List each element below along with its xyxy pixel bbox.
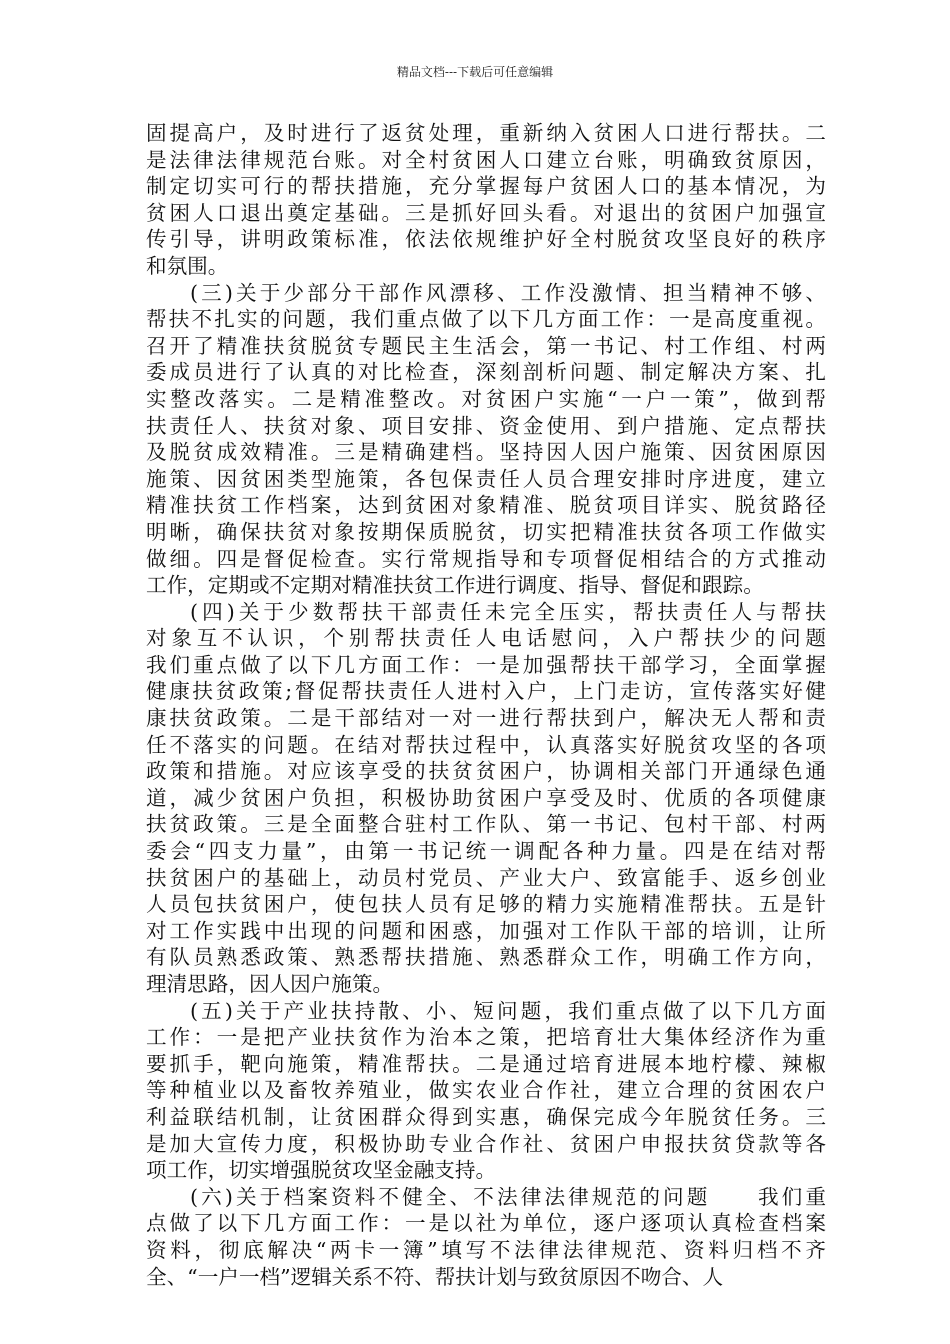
text-line: 等种植业以及畜牧养殖业，做实农业合作社，建立合理的贫困农户 xyxy=(146,1078,826,1103)
text-line: 资料，彻底解决“两卡一簿”填写不法律法律规范、资料归档不齐 xyxy=(146,1237,826,1262)
text-line: 任不落实的问题。在结对帮扶过程中，认真落实好脱贫攻坚的各项 xyxy=(146,732,826,757)
text-line: 我们重点做了以下几方面工作：一是加强帮扶干部学习，全面掌握 xyxy=(146,652,826,677)
paragraph xyxy=(146,120,826,280)
text-line: 委成员进行了认真的对比检查，深刻剖析问题、制定解决方案、扎 xyxy=(146,360,826,385)
text-line: 实整改落实。二是精准整改。对贫困户实施“一户一策”，做到帮 xyxy=(146,386,826,411)
text-line: 点做了以下几方面工作：一是以社为单位，逐户逐项认真检查档案 xyxy=(146,1211,826,1236)
text-line: 制定切实可行的帮扶措施，充分掌握每户贫困人口的基本情况，为 xyxy=(146,174,826,199)
text-line: 全、“一户一档”逻辑关系不符、帮扶计划与致贫原因不吻合、人 xyxy=(146,1264,724,1289)
text-line: 人员包扶贫困户，使包扶人员有足够的精力实施精准帮扶。五是针 xyxy=(146,892,826,917)
text-line: 理清思路，因人因户施策。 xyxy=(146,972,394,996)
text-line: 固提高户，及时进行了返贫处理，重新纳入贫困人口进行帮扶。二 xyxy=(146,121,826,145)
text-line: (五)关于产业扶持散、小、短问题，我们重点做了以下几方面 xyxy=(190,998,826,1023)
text-line: 是法律法律规范台账。对全村贫困人口建立台账，明确致贫原因， xyxy=(146,147,826,172)
text-line: (四)关于少数帮扶干部责任未完全压实，帮扶责任人与帮扶 xyxy=(190,599,826,624)
document-body xyxy=(146,120,826,1290)
text-line: 工作：一是把产业扶贫作为治本之策，把培育壮大集体经济作为重 xyxy=(146,1025,826,1050)
paragraph xyxy=(146,1184,826,1290)
text-line: 传引导，讲明政策标准，依法依规维护好全村脱贫攻坚良好的秩序 xyxy=(146,227,826,252)
text-line: 施策、因贫困类型施策，各包保责任人员合理安排时序进度，建立 xyxy=(146,466,826,491)
text-line: (六)关于档案资料不健全、不法律法律规范的问题 我们重 xyxy=(190,1184,826,1209)
text-line: 工作，定期或不定期对精准扶贫工作进行调度、指导、督促和跟踪。 xyxy=(146,573,764,598)
text-line: 召开了精准扶贫脱贫专题民主生活会，第一书记、村工作组、村两 xyxy=(146,333,826,358)
text-line: 政策和措施。对应该享受的扶贫贫困户，协调相关部门开通绿色通 xyxy=(146,759,826,784)
text-line: 和氛围。 xyxy=(146,253,229,278)
text-line: 对工作实践中出现的问题和困惑，加强对工作队干部的培训，让所 xyxy=(146,918,826,943)
text-line: 道，减少贫困户负担，积极协助贫困户享受及时、优质的各项健康 xyxy=(146,785,826,810)
text-line: 对象互不认识，个别帮扶责任人电话慰问，入户帮扶少的问题 xyxy=(146,626,826,651)
text-line: 扶责任人、扶贫对象、项目安排、资金使用、到户措施、定点帮扶 xyxy=(146,413,826,438)
paragraph xyxy=(146,998,826,1184)
text-line: 扶贫政策。三是全面整合驻村工作队、第一书记、包村干部、村两 xyxy=(146,812,826,837)
text-line: 帮扶不扎实的问题，我们重点做了以下几方面工作：一是高度重视。 xyxy=(146,307,826,332)
text-line: 利益联结机制，让贫困群众得到实惠，确保完成今年脱贫任务。三 xyxy=(146,1104,826,1129)
text-line: 及脱贫成效精准。三是精确建档。坚持因人因户施策、因贫困原因 xyxy=(146,440,826,465)
page-header: 精品文档---下载后可任意编辑 xyxy=(396,65,554,79)
text-line: 精准扶贫工作档案，达到贫困对象精准、脱贫项目详实、脱贫路径 xyxy=(146,493,826,518)
text-line: 明晰，确保扶贫对象按期保质脱贫，切实把精准扶贫各项工作做实 xyxy=(146,519,826,544)
paragraph xyxy=(146,599,826,998)
text-line: 做细。四是督促检查。实行常规指导和专项督促相结合的方式推动 xyxy=(146,546,826,571)
text-line: 康扶贫政策。二是干部结对一对一进行帮扶到户，解决无人帮和责 xyxy=(146,706,826,731)
text-line: (三)关于少部分干部作风漂移、工作没激情、担当精神不够、 xyxy=(190,280,826,305)
paragraph xyxy=(146,280,826,599)
text-line: 是加大宣传力度，积极协助专业合作社、贫困户申报扶贫贷款等各 xyxy=(146,1131,826,1156)
text-line: 贫困人口退出奠定基础。三是抓好回头看。对退出的贫困户加强宣 xyxy=(146,200,826,225)
text-line: 扶贫困户的基础上，动员村党员、产业大户、致富能手、返乡创业 xyxy=(146,865,826,890)
text-line: 有队员熟悉政策、熟悉帮扶措施、熟悉群众工作，明确工作方向， xyxy=(146,945,826,970)
text-line: 委会“四支力量”，由第一书记统一调配各种力量。四是在结对帮 xyxy=(146,839,826,864)
text-line: 项工作，切实增强脱贫攻坚金融支持。 xyxy=(146,1158,497,1183)
text-line: 要抓手，靶向施策，精准帮扶。二是通过培育进展本地柠檬、辣椒 xyxy=(146,1051,826,1076)
text-line: 健康扶贫政策;督促帮扶责任人进村入户，上门走访，宣传落实好健 xyxy=(146,679,826,704)
